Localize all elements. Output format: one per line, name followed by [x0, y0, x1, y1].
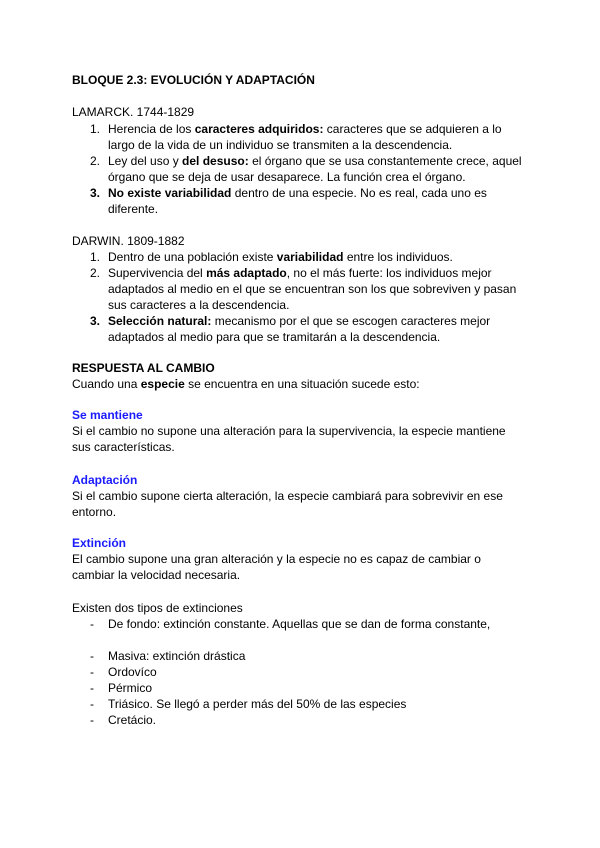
lamarck-heading: LAMARCK. 1744-1829	[72, 105, 195, 119]
adaptacion-heading: Adaptación	[72, 473, 138, 487]
list-bullet: -	[90, 665, 94, 679]
lamarck-item-2-number: 2.	[90, 154, 101, 168]
list-bullet: -	[90, 697, 94, 711]
darwin-item-1: Dentro de una población existe variabilidad entre los individuos.	[108, 250, 453, 264]
list-bullet: -	[90, 681, 94, 695]
list-item: Pérmico	[108, 681, 153, 695]
tipos-intro: Existen dos tipos de extinciones	[72, 601, 243, 615]
darwin-item-3-number: 3.	[90, 314, 101, 328]
lamarck-item-1-number: 1.	[90, 122, 101, 136]
tipo-masiva: Masiva: extinción drástica	[108, 649, 246, 663]
lamarck-item-1-cont: largo de la vida de un individuo se transmiten a la descendencia.	[108, 138, 453, 152]
adaptacion-text-1: Si el cambio supone cierta alteración, la especie cambiará para sobrevivir en ese	[72, 489, 503, 503]
mantiene-text-2: sus características.	[72, 440, 175, 454]
extincion-heading: Extinción	[72, 536, 127, 550]
mantiene-text-1: Si el cambio no supone una alteración para la supervivencia, la especie mantiene	[72, 424, 506, 438]
darwin-item-2-cont2: sus caracteres a la descendencia.	[108, 298, 290, 312]
darwin-item-3: Selección natural: mecanismo por el que se escogen caracteres mejor	[108, 314, 491, 328]
list-bullet: -	[90, 713, 94, 727]
list-item: Cretácio.	[108, 713, 157, 727]
page-title: BLOQUE 2.3: EVOLUCIÓN Y ADAPTACIÓN	[72, 73, 315, 87]
respuesta-intro: Cuando una especie se encuentra en una situación sucede esto:	[72, 377, 420, 391]
darwin-item-1-number: 1.	[90, 250, 101, 264]
list-item: Triásico. Se llegó a perder más del 50% de las especies	[108, 697, 407, 711]
tipo-fondo: De fondo: extinción constante. Aquellas que se dan de forma constante,	[108, 617, 491, 631]
darwin-item-2: Supervivencia del más adaptado, no el más fuerte: los individuos mejor	[108, 266, 492, 280]
lamarck-item-2: Ley del uso y del desuso: el órgano que se usa constantemente crece, aquel	[108, 154, 522, 168]
list-bullet: -	[90, 649, 94, 663]
darwin-item-2-number: 2.	[90, 266, 101, 280]
list-bullet: -	[90, 617, 94, 631]
adaptacion-text-2: entorno.	[72, 505, 117, 519]
darwin-item-3-cont: adaptados al medio para que se tramitarán a la descendencia.	[108, 330, 441, 344]
respuesta-heading: RESPUESTA AL CAMBIO	[72, 361, 215, 375]
darwin-item-2-cont: adaptados al medio en el que se encuentran son los que sobreviven y pasan	[108, 282, 517, 296]
list-item: Ordovíco	[108, 665, 157, 679]
extincion-text-2: cambiar la velocidad necesaria.	[72, 568, 241, 582]
lamarck-item-2-cont: órgano que se deja de usar desaparece. La función crea el órgano.	[108, 170, 466, 184]
lamarck-item-3-number: 3.	[90, 186, 101, 200]
mantiene-heading: Se mantiene	[72, 408, 143, 422]
extincion-text-1: El cambio supone una gran alteración y la especie no es capaz de cambiar o	[72, 552, 481, 566]
lamarck-item-3: No existe variabilidad dentro de una especie. No es real, cada uno es	[108, 186, 487, 200]
darwin-heading: DARWIN. 1809-1882	[72, 234, 185, 248]
lamarck-item-1: Herencia de los caracteres adquiridos: caracteres que se adquieren a lo	[108, 122, 502, 136]
lamarck-item-3-cont: diferente.	[108, 202, 159, 216]
